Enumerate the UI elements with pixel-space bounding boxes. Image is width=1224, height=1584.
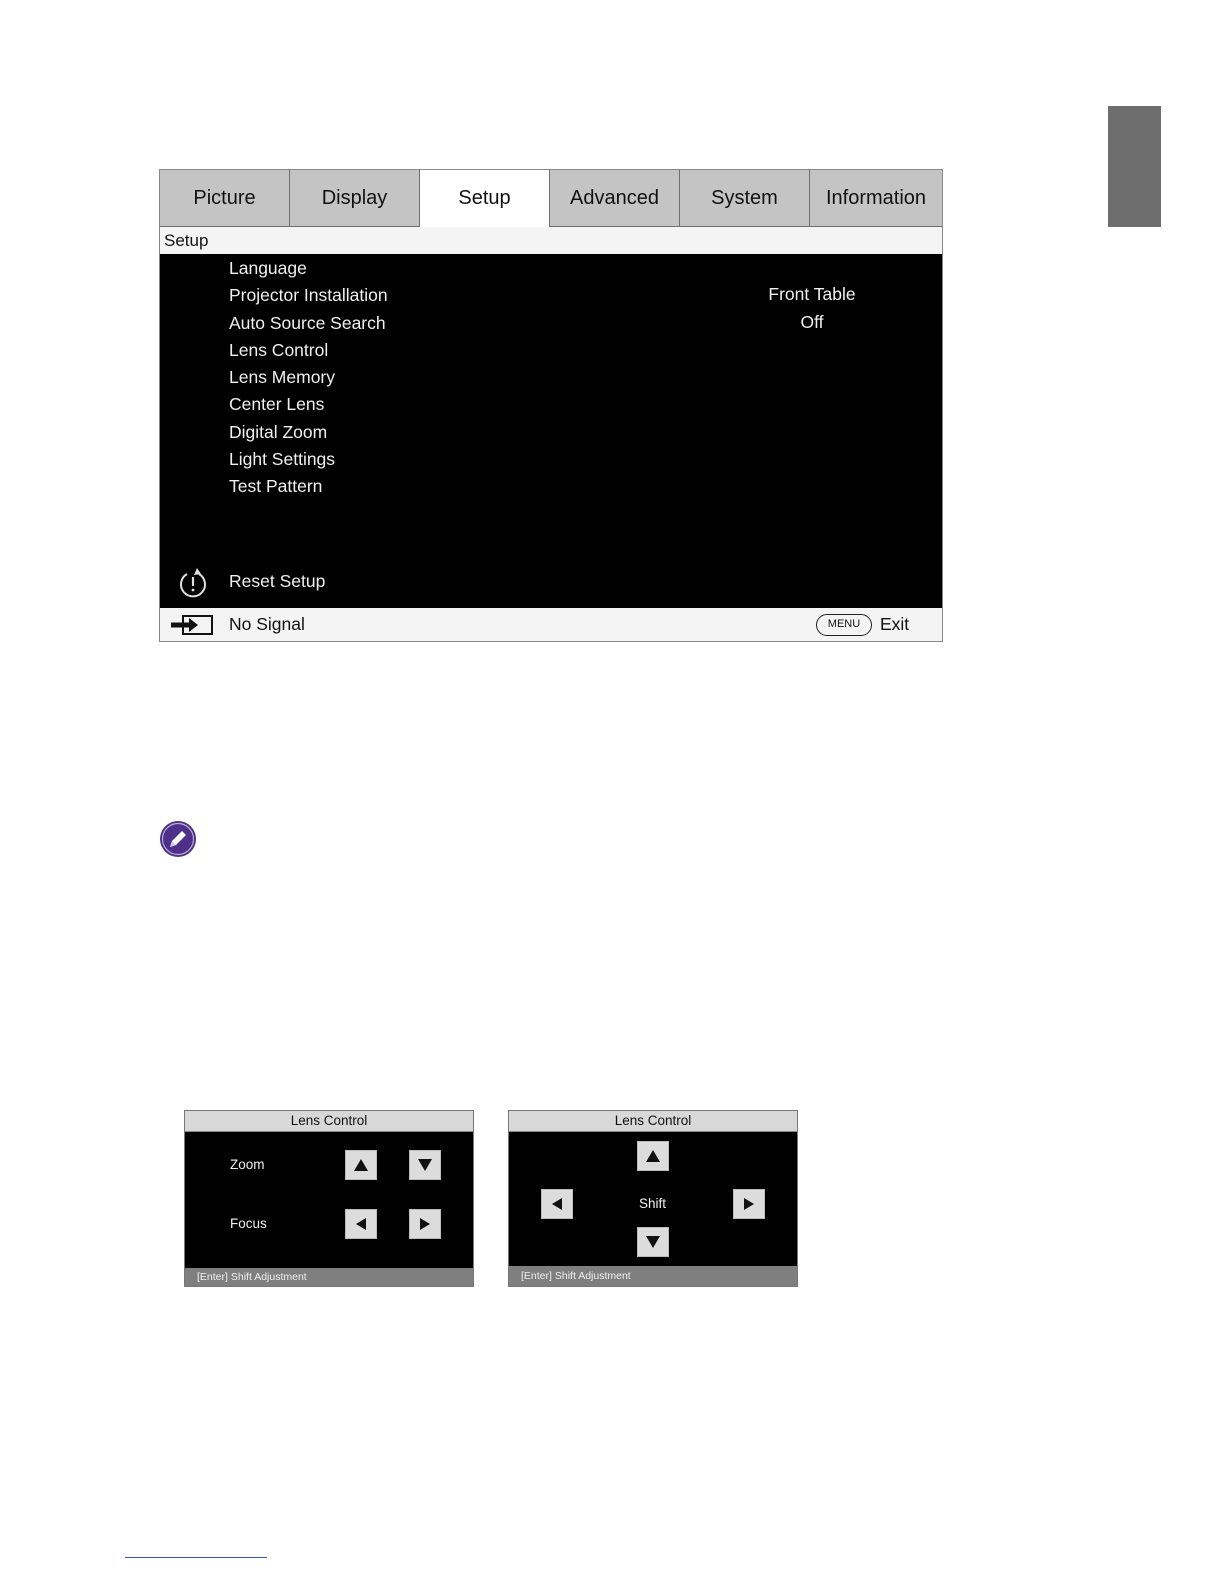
zoom-down-button[interactable] (409, 1150, 441, 1180)
reset-power-icon (177, 566, 209, 600)
shift-right-button[interactable] (733, 1189, 765, 1219)
lens-panel-title: Lens Control (185, 1111, 473, 1132)
tab-system[interactable]: System (680, 170, 810, 227)
menu-item-projector-installation[interactable]: Projector Installation (229, 285, 388, 305)
exit-label: Exit (880, 614, 910, 634)
osd-setup-menu (159, 169, 943, 642)
arrow-left-icon (551, 1198, 563, 1210)
status-bar (160, 608, 942, 641)
focus-right-button[interactable] (409, 1209, 441, 1239)
focus-left-button[interactable] (345, 1209, 377, 1239)
osd-tab-bar (160, 170, 942, 227)
menu-item-lens-memory[interactable]: Lens Memory (229, 367, 336, 387)
lens-control-panel-zoom-focus (184, 1110, 474, 1287)
menu-item-language[interactable]: Language (229, 258, 307, 278)
arrow-right-icon (743, 1198, 755, 1210)
projector-installation-value: Front Table (768, 284, 856, 304)
menu-item-center-lens[interactable]: Center Lens (229, 394, 325, 414)
menu-item-test-pattern[interactable]: Test Pattern (229, 476, 323, 496)
tab-advanced[interactable]: Advanced (550, 170, 680, 227)
breadcrumb: Setup (160, 227, 942, 254)
setup-menu-list (160, 254, 942, 608)
tab-information[interactable]: Information (810, 170, 942, 227)
arrow-right-icon (419, 1218, 431, 1230)
shift-down-button[interactable] (637, 1227, 669, 1257)
tab-picture[interactable]: Picture (160, 170, 290, 227)
menu-item-lens-control[interactable]: Lens Control (229, 340, 329, 360)
arrow-down-icon (417, 1158, 433, 1172)
menu-item-digital-zoom[interactable]: Digital Zoom (229, 422, 328, 442)
lens-panel-title: Lens Control (509, 1111, 797, 1132)
arrow-down-icon (645, 1235, 661, 1249)
focus-label: Focus (230, 1216, 267, 1231)
signal-status: No Signal (229, 614, 305, 634)
arrow-left-icon (355, 1218, 367, 1230)
shift-label: Shift (639, 1196, 667, 1211)
zoom-up-button[interactable] (345, 1150, 377, 1180)
menu-item-light-settings[interactable]: Light Settings (229, 449, 336, 469)
zoom-label: Zoom (230, 1157, 265, 1172)
shift-up-button[interactable] (637, 1141, 669, 1171)
input-source-icon (170, 614, 214, 636)
lens-panel-footer: [Enter] Shift Adjustment (509, 1266, 797, 1286)
menu-item-auto-source-search[interactable]: Auto Source Search (229, 313, 386, 333)
tab-display[interactable]: Display (290, 170, 420, 227)
auto-source-search-value: Off (800, 312, 824, 332)
lens-control-panel-shift (508, 1110, 798, 1287)
pencil-note-icon (159, 820, 197, 858)
lens-panel-footer: [Enter] Shift Adjustment (185, 1268, 473, 1286)
arrow-up-icon (645, 1149, 661, 1163)
shift-left-button[interactable] (541, 1189, 573, 1219)
tab-setup[interactable]: Setup (420, 170, 550, 227)
menu-key-badge[interactable]: MENU (816, 614, 872, 636)
menu-item-reset-setup[interactable]: Reset Setup (229, 571, 326, 591)
footer-link-rule (125, 1557, 267, 1558)
chapter-side-tab (1108, 106, 1161, 227)
arrow-up-icon (353, 1158, 369, 1172)
